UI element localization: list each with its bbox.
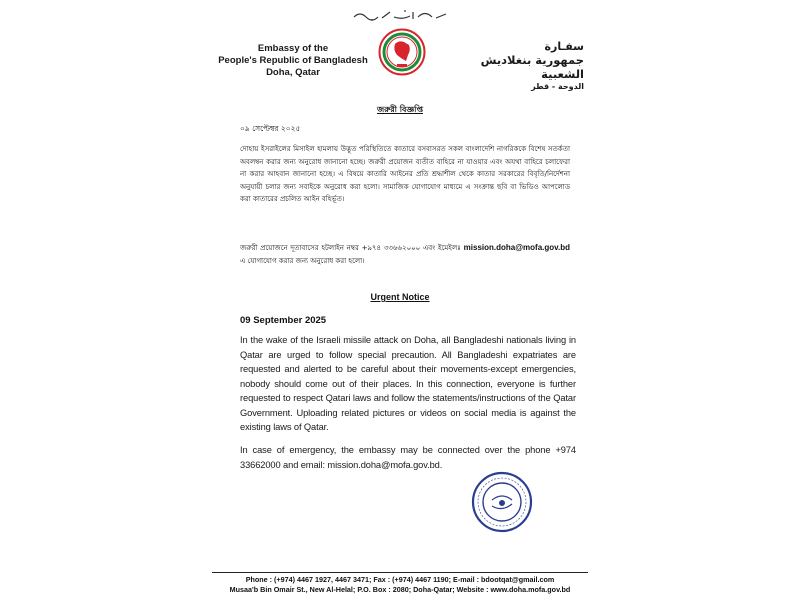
footer-contact bbox=[200, 575, 600, 595]
english-notice-date: 09 September 2025 bbox=[240, 315, 327, 326]
english-notice-title: Urgent Notice bbox=[370, 292, 430, 302]
english-notice-paragraph-2: In case of emergency, the embassy may be connected over the phone +974 33662000 and email: mission.doha@mofa.gov.bd. bbox=[240, 445, 576, 470]
bangla-notice-title: জরুরী বিজ্ঞপ্তি bbox=[376, 105, 424, 114]
bangla-notice-date: ০৯ সেপ্টেম্বর ২০২৫ bbox=[240, 124, 301, 133]
document-page bbox=[200, 0, 600, 600]
embassy-name-english: Embassy of the People's Republic of Bangladesh Doha, Qatar bbox=[218, 43, 368, 78]
bangla-hotline-text: জরুরী প্রয়োজনে দূতাবাসের হটলাইন নম্বর +৯৭৪ ৩৩৬৬২০০০ এবং ইমেইলঃ bbox=[240, 244, 461, 252]
footer-divider bbox=[212, 572, 588, 573]
english-notice-paragraph-1: In the wake of the Israeli missile attack on Doha, all Bangladeshi nationals living in Qatar are urged to follow special precaution. All Bangladeshi expatriates are requested and alerted to be careful about their movements-except emergencies, nobody should come out of their places. In this connection, everyone is further requested to respect Qatari laws and follow the statements/instructions of the Qatar Government. Uploading related pictures or videos on social media is against the existing laws of Qatar. bbox=[240, 335, 576, 432]
embassy-seal-stamp-icon bbox=[470, 470, 534, 534]
bismillah-calligraphy-icon bbox=[350, 8, 450, 22]
footer-phone-line: Phone : (+974) 4467 1927, 4467 3471; Fax : (+974) 4467 1190; E-mail : bdootqat@gmail.com bbox=[245, 575, 555, 584]
bangla-notice-paragraph-2 bbox=[240, 242, 570, 267]
bangla-contact-request: এ যোগাযোগ করার জন্য অনুরোধ করা হলো। bbox=[240, 256, 365, 265]
embassy-name-arabic: سفـارة جمهورية بنغلاديش الشعبية الدوحة - قطر bbox=[480, 40, 584, 91]
bangla-email: mission.doha@mofa.gov.bd bbox=[463, 243, 570, 252]
footer-address-line: Musaa'b Bin Omair St., New Al-Helal; P.O. Box : 2080; Doha-Qatar; Website : www.doha.mofa.gov.bd bbox=[229, 585, 571, 594]
bangla-notice-paragraph-1: দোহায় ইসরাইলের মিসাইল হামলায় উদ্ভূত পরিস্থিতিতে কাতারে বসবাসরত সকল বাংলাদেশি নাগরিককে বিশেষ সতর্কতা অবলম্বন করার জন্য অনুরোধ জানানো হচ্ছে। জরুরী প্রয়োজন ব্যতীত বাহিরে না যাওয়ার এবং অযথা বাহিরে চলাফেরা না করার আহবান জানানো হচ্ছে। এ বিষয়ে কাতারি আইনের প্রতি শ্রদ্ধাশীল থেকে কাতার সরকারের বিবৃতি/নির্দেশনা অনুযায়ী চলার জন্য সবাইকে অনুরোধ করা হলো। সামাজিক যোগাযোগ মাধ্যমে এ সংক্রান্ত ছবি বা ভিডিও আপলোড করা কাতারের প্রচলিত আইন বহির্ভূত। bbox=[240, 145, 570, 203]
bangladesh-emblem-icon bbox=[378, 28, 426, 76]
